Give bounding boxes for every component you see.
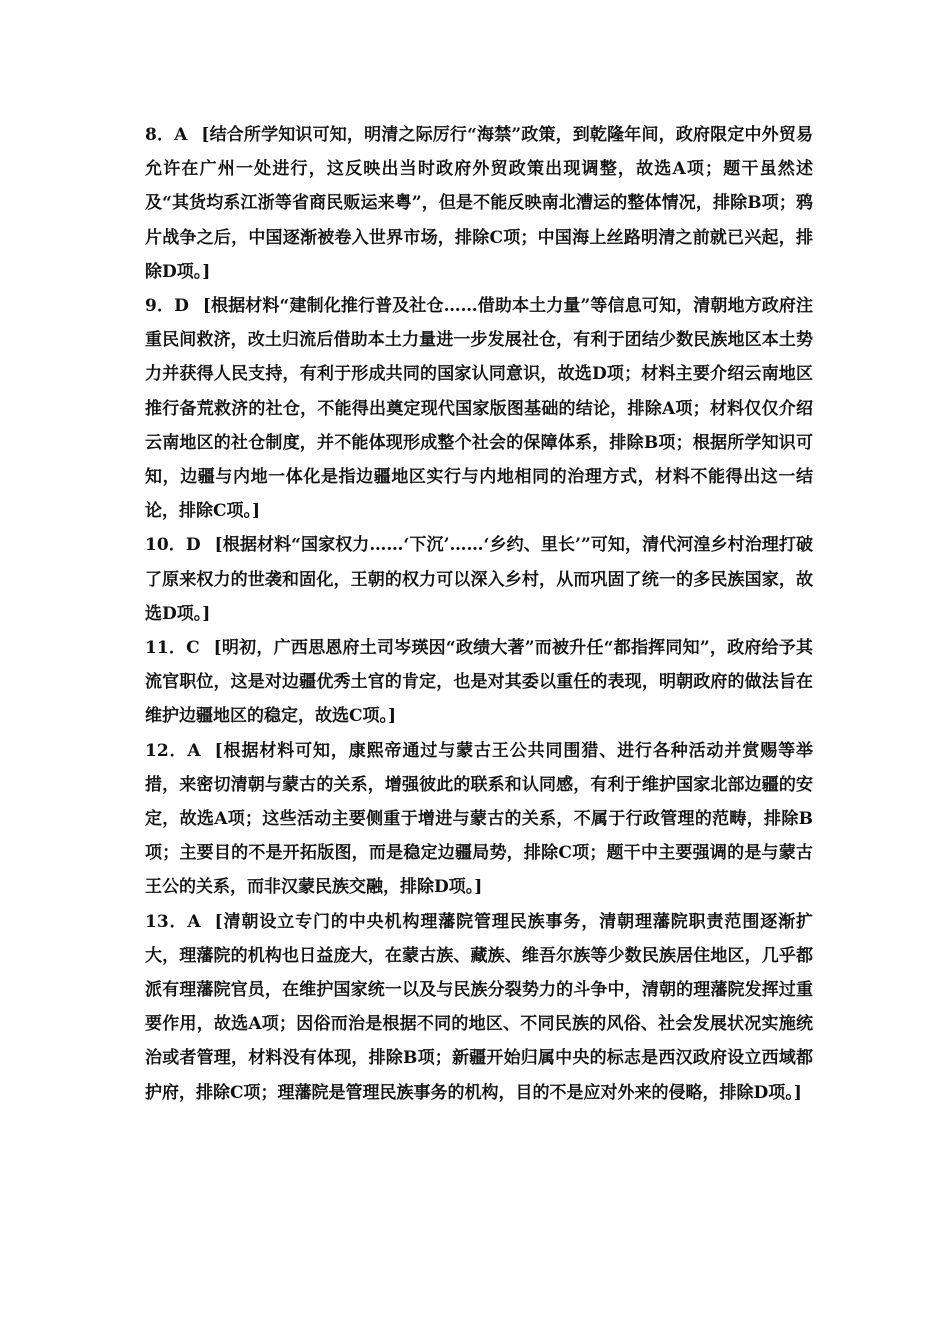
answer-explanation: [根据材料“国家权力……‘下沉’……‘乡约、里长’”可知，清代河湟乡村治理打破了原来权力的世袭和固化，王朝的权力可以深入乡村，从而巩固了统一的多民族国家，故选D项。] [145,535,813,624]
answer-item-10 [145,528,813,631]
answer-item-12 [145,734,813,905]
answer-explanation: [清朝设立专门的中央机构理藩院管理民族事务，清朝理藩院职责范围逐渐扩大，理藩院的机构也日益庞大，在蒙古族、藏族、维吾尔族等少数民族居住地区，几乎都派有理藩院官员，在维护国家统一以及与民族分裂势力的斗争中，清朝的理藩院发挥过重要作用，故选A项；因俗而治是根据不同的地区、不同民族的风俗、社会发展状况实施统治或者管理，材料没有体现，排除B项；新疆开始归属中央的标志是西汉政府设立西域都护府，排除C项；理藩院是管理民族事务的机构，目的不是应对外来的侵略，排除D项。] [145,911,813,1103]
answer-explanation: [根据材料“建制化推行普及社仓……借助本土力量”等信息可知，清朝地方政府注重民间救济，改土归流后借助本土力量进一步发展社仓，有利于团结少数民族地区本土势力并获得人民支持，有利于形成共同的国家认同意识，故选D项；材料主要介绍云南地区推行备荒救济的社仓，不能得出奠定现代国家版图基础的结论，排除A项；材料仅仅介绍云南地区的社仓制度，并不能体现形成整个社会的保障体系，排除B项；根据所学知识可知，边疆与内地一体化是指边疆地区实行与内地相同的治理方式，材料不能得出这一结论，排除C项。] [145,296,813,522]
answer-explanation: [明初，广西思恩府土司岑瑛因“政绩大著”而被升任“都指挥同知”，政府给予其流官职位，这是对边疆优秀土官的肯定，也是对其委以重任的表现，明朝政府的做法旨在维护边疆地区的稳定，故选C项。] [145,638,814,727]
answer-item-9 [145,289,813,528]
answer-item-8 [145,118,813,289]
answer-number: 13．A [145,911,201,932]
answer-number: 12．A [145,740,201,761]
answer-number: 11．C [145,638,200,659]
answer-document [145,118,813,1110]
answer-number: 9．D [145,296,189,317]
answer-item-13 [145,905,813,1110]
answer-item-11 [145,631,813,734]
answer-number: 10．D [145,535,201,556]
answer-number: 8．A [145,125,188,145]
answer-explanation: [根据材料可知，康熙帝通过与蒙古王公共同围猎、进行各种活动并赏赐等举措，来密切清朝与蒙古的关系，增强彼此的联系和认同感，有利于维护国家北部边疆的安定，故选A项；这些活动主要侧重于增进与蒙古的关系，不属于行政管理的范畴，排除B项；主要目的不是开拓版图，而是稳定边疆局势，排除C项；题干中主要强调的是与蒙古王公的关系，而非汉蒙民族交融，排除D项。] [145,740,813,898]
answer-explanation: [结合所学知识可知，明清之际厉行“海禁”政策，到乾隆年间，政府限定中外贸易允许在广州一处进行，这反映出当时政府外贸政策出现调整，故选A项；题干虽然述及“其货均系江浙等省商民贩运来粤”，但是不能反映南北漕运的整体情况，排除B项；鸦片战争之后，中国逐渐被卷入世界市场，排除C项；中国海上丝路明清之前就已兴起，排除D项。] [145,125,813,282]
